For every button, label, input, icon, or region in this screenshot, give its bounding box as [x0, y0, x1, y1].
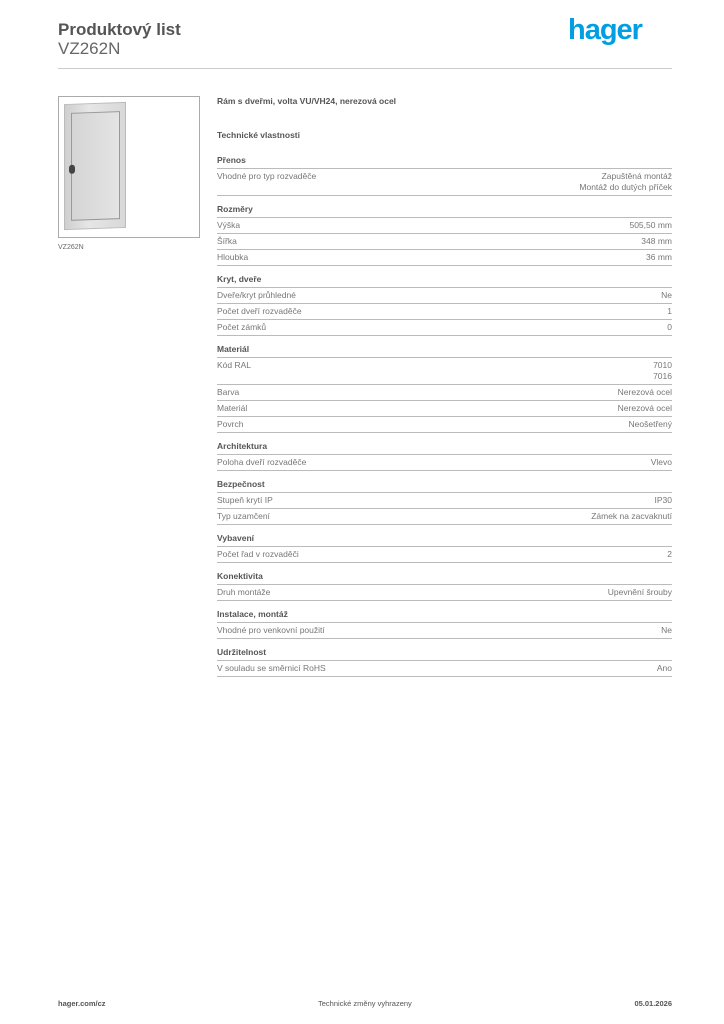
spec-section [217, 155, 672, 196]
spec-section [217, 533, 672, 563]
section-title: Kryt, dveře [217, 274, 672, 288]
spec-value-line: IP30 [654, 495, 672, 505]
spec-row [217, 585, 672, 601]
spec-value-line: Zapuštěná montáž [601, 171, 672, 181]
spec-content [217, 96, 672, 685]
spec-row [217, 288, 672, 304]
spec-row [217, 547, 672, 563]
spec-label: Typ uzamčení [217, 511, 270, 521]
footer-note: Technické změny vyhrazeny [318, 999, 412, 1008]
spec-value-line: 7016 [653, 371, 672, 381]
spec-label: Poloha dveří rozvaděče [217, 457, 307, 467]
spec-value [579, 171, 672, 193]
spec-value [591, 511, 672, 522]
spec-value [618, 387, 672, 398]
spec-value [618, 403, 672, 414]
spec-label: Povrch [217, 419, 244, 429]
spec-section [217, 609, 672, 639]
spec-row [217, 320, 672, 336]
spec-value-line: Ne [661, 625, 672, 635]
spec-value-line: 36 mm [646, 252, 672, 262]
spec-value [641, 236, 672, 247]
spec-label: Druh montáže [217, 587, 271, 597]
spec-label: Vhodné pro venkovní použití [217, 625, 325, 635]
section-title: Přenos [217, 155, 672, 169]
section-title: Vybavení [217, 533, 672, 547]
spec-value-line: Zámek na zacvaknutí [591, 511, 672, 521]
spec-value [629, 220, 672, 231]
spec-value-line: 1 [667, 306, 672, 316]
spec-label: Vhodné pro typ rozvaděče [217, 171, 317, 181]
spec-row [217, 455, 672, 471]
spec-row [217, 493, 672, 509]
spec-row [217, 401, 672, 417]
image-caption: VZ262N [58, 244, 84, 251]
spec-value [655, 495, 673, 506]
spec-label: Počet zámků [217, 322, 267, 332]
spec-value [667, 322, 672, 333]
spec-row [217, 218, 672, 234]
spec-value-line: Ne [661, 290, 672, 300]
tech-heading: Technické vlastnosti [217, 130, 300, 140]
spec-value-line: 7010 [653, 360, 672, 370]
spec-label: Výška [217, 220, 241, 230]
spec-label: Počet dveří rozvaděče [217, 306, 302, 316]
spec-value [629, 419, 672, 430]
section-title: Instalace, montáž [217, 609, 672, 623]
spec-label: Hloubka [217, 252, 249, 262]
hager-logo: hager [568, 14, 642, 46]
spec-value-line: Upevnění šrouby [607, 587, 672, 597]
spec-row [217, 385, 672, 401]
spec-value [667, 549, 672, 560]
spec-row [217, 250, 672, 266]
spec-value-line: Nerezová ocel [617, 387, 672, 397]
page-title: Produktový list [58, 20, 181, 39]
spec-value-line: 0 [667, 322, 672, 332]
spec-section [217, 204, 672, 266]
product-description: Rám s dveřmi, volta VU/VH24, nerezová ocel [217, 96, 397, 106]
section-title: Konektivita [217, 571, 672, 585]
spec-row [217, 661, 672, 677]
product-image [58, 96, 200, 238]
spec-label: Materiál [217, 403, 248, 413]
header-divider [58, 68, 672, 69]
spec-value [608, 587, 672, 598]
spec-row [217, 417, 672, 433]
spec-row [217, 509, 672, 525]
spec-value-line: Vlevo [650, 457, 672, 467]
product-code: VZ262N [58, 39, 121, 58]
spec-label: Šířka [217, 236, 237, 246]
section-title: Udržitelnost [217, 647, 672, 661]
spec-sections [217, 155, 672, 677]
spec-value-line: Nerezová ocel [617, 403, 672, 413]
spec-section [217, 571, 672, 601]
spec-label: Barva [217, 387, 240, 397]
spec-value [667, 306, 672, 317]
door-knob [69, 165, 75, 174]
spec-row [217, 169, 672, 196]
spec-row [217, 234, 672, 250]
spec-section [217, 274, 672, 336]
spec-section [217, 647, 672, 677]
spec-row [217, 304, 672, 320]
spec-value [646, 252, 672, 263]
spec-value-line: 2 [667, 549, 672, 559]
spec-value-line: 348 mm [641, 236, 672, 246]
section-title: Bezpečnost [217, 479, 672, 493]
spec-row [217, 623, 672, 639]
spec-value-line: Neošetřený [628, 419, 672, 429]
spec-label: Stupeň krytí IP [217, 495, 273, 505]
spec-section [217, 479, 672, 525]
spec-value [661, 290, 672, 301]
spec-label: V souladu se směrnicí RoHS [217, 663, 326, 673]
door-illustration [64, 102, 126, 230]
spec-section [217, 344, 672, 433]
spec-row [217, 358, 672, 385]
section-title: Architektura [217, 441, 672, 455]
spec-value-line: Ano [656, 663, 672, 673]
footer-date: 05.01.2026 [634, 999, 672, 1008]
section-title: Rozměry [217, 204, 672, 218]
section-title: Materiál [217, 344, 672, 358]
spec-value [657, 663, 672, 674]
spec-value [653, 360, 672, 382]
spec-label: Dveře/kryt průhledné [217, 290, 296, 300]
spec-value-line: Montáž do dutých příček [579, 182, 672, 192]
spec-section [217, 441, 672, 471]
spec-value-line: 505,50 mm [629, 220, 672, 230]
spec-label: Počet řad v rozvaděči [217, 549, 299, 559]
spec-value [651, 457, 672, 468]
footer-website[interactable]: hager.com/cz [58, 999, 106, 1008]
spec-label: Kód RAL [217, 360, 252, 370]
spec-value [661, 625, 672, 636]
